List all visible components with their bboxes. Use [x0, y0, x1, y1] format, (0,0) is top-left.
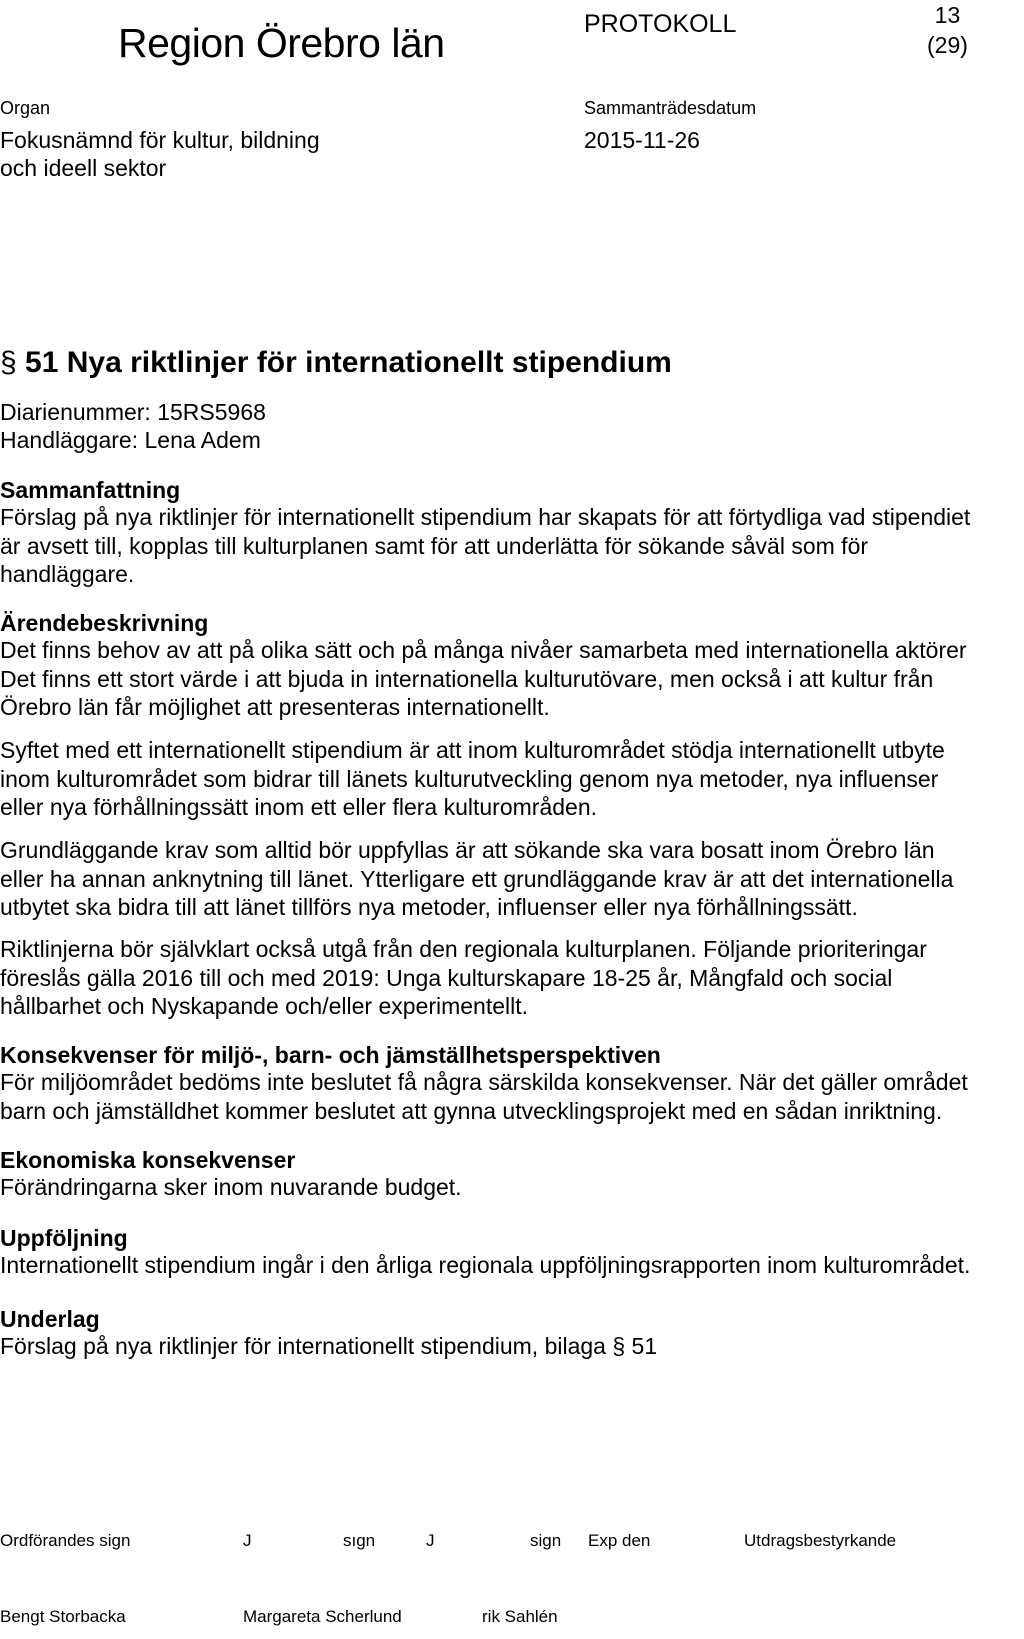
arende-paragraph-3 [0, 836, 1024, 922]
heading-underlag: Underlag [0, 1306, 100, 1332]
footer-expedition-label: Exp den [588, 1531, 651, 1550]
text-line: föreslås gälla 2016 till och med 2019: Unga kulturskapare 18-25 år, Mångfald och social [0, 964, 893, 991]
heading-uppfoljning: Uppföljning [0, 1225, 128, 1251]
footer-name-1: Bengt Storbacka [0, 1607, 126, 1626]
footer-chair-sign-label: Ordförandes sign [0, 1531, 131, 1550]
section-symbol: § [0, 346, 17, 379]
footer-initial-2: J [426, 1531, 435, 1550]
organ-value [0, 126, 320, 182]
footer-sign-label-2: sign [530, 1531, 562, 1550]
text-line: eller nya förhållningssätt inom ett eller flera kulturområden. [0, 794, 598, 821]
text-line: eller ha annan anknytning till länet. Ytterligare ett grundläggande krav är att det internationella [0, 865, 954, 892]
footer-name-2: Margareta Scherlund [243, 1607, 402, 1626]
text-line: Örebro län får möjlighet att presenteras internationellt. [0, 694, 550, 721]
handlaggare: Handläggare: Lena Adem [0, 427, 261, 453]
heading-sammanfattning: Sammanfattning [0, 477, 181, 503]
page-number [927, 0, 968, 60]
section-title-text: 51 Nya riktlinjer för internationellt stipendium [25, 346, 672, 379]
page-current: 13 [934, 2, 961, 28]
organ-value-line1: Fokusnämnd för kultur, bildning [0, 127, 320, 153]
diarienummer: Diarienummer: 15RS5968 [0, 399, 266, 425]
ekonomiska-text [0, 1173, 1024, 1202]
text-line: är avsett till, kopplas till kulturplanen samt för att underlätta för sökande såväl som för [0, 532, 869, 559]
text-line: utbytet ska bidra till att länet tillförs nya metoder, influenser eller nya förhållningssätt. [0, 894, 858, 921]
underlag-text [0, 1332, 1024, 1361]
sammanfattning-text [0, 503, 1024, 589]
konsekvenser-text [0, 1068, 1024, 1125]
arende-paragraph-4 [0, 935, 1024, 1021]
organization-logo-text: Region Örebro län [118, 20, 445, 66]
page-total: (29) [927, 32, 968, 58]
section-title [0, 346, 672, 380]
text-line: Förslag på nya riktlinjer för internationellt stipendium, bilaga § 51 [0, 1333, 658, 1359]
text-line: För miljöområdet bedöms inte beslutet få några särskilda konsekvenser. När det gäller området [0, 1069, 968, 1095]
organ-label: Organ [0, 98, 51, 118]
uppfoljning-text [0, 1251, 1024, 1280]
meeting-date-value: 2015-11-26 [584, 127, 700, 153]
text-line: Syftet med ett internationellt stipendium är att inom kulturområdet stödja internationellt utbyte [0, 737, 945, 763]
text-line: hållbarhet och Nyskapande och/eller experimentellt. [0, 993, 529, 1020]
text-line: Internationellt stipendium ingår i den årliga regionala uppföljningsrapporten inom kulturområdet. [0, 1252, 971, 1278]
footer-sign-label-1: sıgn [343, 1531, 376, 1550]
text-line: Det finns ett stort värde i att bjuda in internationella kulturutövare, men också i att kultur från [0, 665, 934, 692]
heading-konsekvenser: Konsekvenser för miljö-, barn- och jämställhetsperspektiven [0, 1042, 661, 1068]
footer-certification-label: Utdragsbestyrkande [744, 1531, 897, 1550]
meeting-date-label: Sammanträdesdatum [584, 98, 757, 118]
document-type: PROTOKOLL [584, 10, 737, 38]
text-line: handläggare. [0, 561, 135, 588]
text-line: inom kulturområdet som bidrar till länets kulturutveckling genom nya metoder, nya influenser [0, 765, 939, 792]
footer-initial-1: J [243, 1531, 252, 1550]
text-line: Förändringarna sker inom nuvarande budget. [0, 1174, 462, 1200]
text-line: Förslag på nya riktlinjer för internationellt stipendium har skapats för att förtydliga vad stipendiet [0, 504, 971, 530]
text-line: Grundläggande krav som alltid bör uppfyllas är att sökande ska vara bosatt inom Örebro län [0, 837, 935, 863]
arende-paragraph-1 [0, 636, 1024, 722]
text-line: barn och jämställdhet kommer beslutet att gynna utvecklingsprojekt med en sådan inriktning. [0, 1097, 943, 1124]
arende-paragraph-2 [0, 736, 1024, 822]
footer-name-3: rik Sahlén [482, 1607, 558, 1626]
heading-arendebeskrivning: Ärendebeskrivning [0, 610, 209, 636]
text-line: Riktlinjerna bör självklart också utgå från den regionala kulturplanen. Följande prioriteringar [0, 936, 927, 962]
text-line: Det finns behov av att på olika sätt och på många nivåer samarbeta med internationella aktörer [0, 637, 967, 663]
heading-ekonomiska: Ekonomiska konsekvenser [0, 1147, 296, 1173]
organ-value-line2: och ideell sektor [0, 155, 167, 181]
